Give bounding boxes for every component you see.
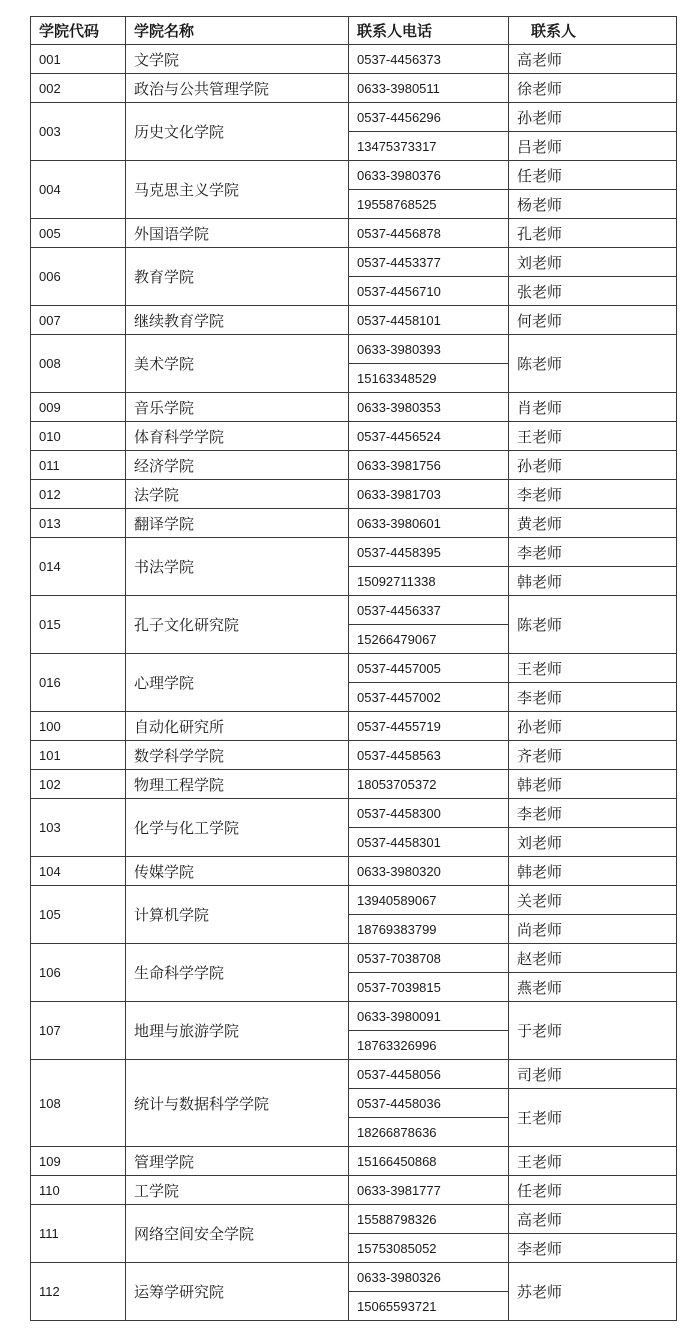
- table-body: [31, 45, 677, 1321]
- college-code: 109: [31, 1147, 126, 1176]
- contact-phone: 18769383799: [349, 915, 509, 944]
- table-row: [31, 1176, 677, 1205]
- contact-phone: 0537-4456337: [349, 596, 509, 625]
- college-code: 108: [31, 1060, 126, 1147]
- contact-person: 吕老师: [509, 132, 677, 161]
- table-row: [31, 306, 677, 335]
- contact-phone: 15065593721: [349, 1292, 509, 1321]
- contact-phone: 0537-4455719: [349, 712, 509, 741]
- college-name: 工学院: [126, 1176, 349, 1205]
- header-phone: 联系人电话: [349, 17, 509, 45]
- header-row: [31, 17, 677, 45]
- table-row: [31, 393, 677, 422]
- contact-phone: 13940589067: [349, 886, 509, 915]
- table-row: [31, 770, 677, 799]
- contact-person: 孙老师: [509, 712, 677, 741]
- college-name: 生命科学学院: [126, 944, 349, 1002]
- contact-phone: 0633-3980091: [349, 1002, 509, 1031]
- contact-person: 刘老师: [509, 248, 677, 277]
- contact-person: 孙老师: [509, 451, 677, 480]
- contact-phone: 15753085052: [349, 1234, 509, 1263]
- college-code: 106: [31, 944, 126, 1002]
- college-code: 004: [31, 161, 126, 219]
- college-code: 107: [31, 1002, 126, 1060]
- contact-person: 尚老师: [509, 915, 677, 944]
- contact-phone: 0537-4457005: [349, 654, 509, 683]
- contact-phone: 0537-4456373: [349, 45, 509, 74]
- college-code: 012: [31, 480, 126, 509]
- table-row: [31, 1002, 677, 1031]
- contact-phone: 0537-4456878: [349, 219, 509, 248]
- contact-phone: 0537-7038708: [349, 944, 509, 973]
- table-row: [31, 654, 677, 683]
- contact-phone: 0633-3980601: [349, 509, 509, 538]
- college-name: 管理学院: [126, 1147, 349, 1176]
- college-code: 104: [31, 857, 126, 886]
- college-code: 007: [31, 306, 126, 335]
- college-name: 音乐学院: [126, 393, 349, 422]
- table-row: [31, 886, 677, 915]
- table-row: [31, 712, 677, 741]
- contact-phone: 0537-7039815: [349, 973, 509, 1002]
- contact-person: 何老师: [509, 306, 677, 335]
- header-college-name: 学院名称: [126, 17, 349, 45]
- contact-person: 王老师: [509, 422, 677, 451]
- college-code: 010: [31, 422, 126, 451]
- contact-person: 韩老师: [509, 567, 677, 596]
- college-code: 100: [31, 712, 126, 741]
- college-name: 教育学院: [126, 248, 349, 306]
- college-name: 书法学院: [126, 538, 349, 596]
- contact-phone: 13475373317: [349, 132, 509, 161]
- contact-phone: 0537-4458395: [349, 538, 509, 567]
- college-name: 统计与数据科学学院: [126, 1060, 349, 1147]
- contact-phone: 19558768525: [349, 190, 509, 219]
- contact-phone: 0633-3980320: [349, 857, 509, 886]
- contacts-table: [30, 16, 677, 1321]
- contact-person: 韩老师: [509, 857, 677, 886]
- college-name: 心理学院: [126, 654, 349, 712]
- contact-person: 燕老师: [509, 973, 677, 1002]
- contact-phone: 18763326996: [349, 1031, 509, 1060]
- college-name: 政治与公共管理学院: [126, 74, 349, 103]
- contact-person: 高老师: [509, 45, 677, 74]
- college-code: 006: [31, 248, 126, 306]
- contact-person: 任老师: [509, 161, 677, 190]
- college-code: 103: [31, 799, 126, 857]
- college-code: 102: [31, 770, 126, 799]
- college-name: 外国语学院: [126, 219, 349, 248]
- contact-phone: 0633-3980376: [349, 161, 509, 190]
- contact-phone: 15266479067: [349, 625, 509, 654]
- college-code: 001: [31, 45, 126, 74]
- college-code: 005: [31, 219, 126, 248]
- contact-phone: 0633-3981777: [349, 1176, 509, 1205]
- contact-person: 肖老师: [509, 393, 677, 422]
- contact-phone: 18053705372: [349, 770, 509, 799]
- college-name: 物理工程学院: [126, 770, 349, 799]
- college-name: 化学与化工学院: [126, 799, 349, 857]
- contact-person: 孔老师: [509, 219, 677, 248]
- table-row: [31, 219, 677, 248]
- college-code: 110: [31, 1176, 126, 1205]
- contact-person: 高老师: [509, 1205, 677, 1234]
- contact-person: 杨老师: [509, 190, 677, 219]
- contact-person: 徐老师: [509, 74, 677, 103]
- header-code: 学院代码: [31, 17, 126, 45]
- table-row: [31, 480, 677, 509]
- college-name: 网络空间安全学院: [126, 1205, 349, 1263]
- contact-phone: 0633-3980326: [349, 1263, 509, 1292]
- table-row: [31, 1147, 677, 1176]
- contact-phone: 0537-4457002: [349, 683, 509, 712]
- contact-phone: 15163348529: [349, 364, 509, 393]
- contact-phone: 0633-3980353: [349, 393, 509, 422]
- contact-person: 刘老师: [509, 828, 677, 857]
- contact-person: 李老师: [509, 480, 677, 509]
- contact-phone: 0537-4453377: [349, 248, 509, 277]
- contact-phone: 18266878636: [349, 1118, 509, 1147]
- contact-person: 李老师: [509, 683, 677, 712]
- college-code: 011: [31, 451, 126, 480]
- college-code: 003: [31, 103, 126, 161]
- table-row: [31, 161, 677, 190]
- contact-person: 王老师: [509, 1147, 677, 1176]
- college-code: 111: [31, 1205, 126, 1263]
- contact-person: 张老师: [509, 277, 677, 306]
- contact-person: 任老师: [509, 1176, 677, 1205]
- contact-phone: 15092711338: [349, 567, 509, 596]
- table-row: [31, 1060, 677, 1089]
- table-row: [31, 538, 677, 567]
- college-code: 002: [31, 74, 126, 103]
- college-code: 101: [31, 741, 126, 770]
- college-name: 自动化研究所: [126, 712, 349, 741]
- contact-phone: 15588798326: [349, 1205, 509, 1234]
- contact-phone: 0537-4458036: [349, 1089, 509, 1118]
- college-code: 016: [31, 654, 126, 712]
- college-name: 运筹学研究院: [126, 1263, 349, 1321]
- college-name: 马克思主义学院: [126, 161, 349, 219]
- contact-phone: 0633-3981756: [349, 451, 509, 480]
- college-name: 孔子文化研究院: [126, 596, 349, 654]
- contact-phone: 0537-4456710: [349, 277, 509, 306]
- table-row: [31, 45, 677, 74]
- contact-person: 于老师: [509, 1002, 677, 1060]
- contact-person: 黄老师: [509, 509, 677, 538]
- college-code: 015: [31, 596, 126, 654]
- table-row: [31, 335, 677, 364]
- table-row: [31, 741, 677, 770]
- contact-person: 陈老师: [509, 596, 677, 654]
- college-name: 继续教育学院: [126, 306, 349, 335]
- contact-phone: 0537-4458300: [349, 799, 509, 828]
- contact-phone: 0537-4456296: [349, 103, 509, 132]
- college-name: 翻译学院: [126, 509, 349, 538]
- college-name: 文学院: [126, 45, 349, 74]
- table-row: [31, 248, 677, 277]
- contact-person: 李老师: [509, 1234, 677, 1263]
- table-row: [31, 1263, 677, 1292]
- contact-person: 王老师: [509, 1089, 677, 1147]
- contact-phone: 0537-4456524: [349, 422, 509, 451]
- college-name: 美术学院: [126, 335, 349, 393]
- college-name: 传媒学院: [126, 857, 349, 886]
- college-code: 014: [31, 538, 126, 596]
- table-row: [31, 509, 677, 538]
- college-name: 数学科学学院: [126, 741, 349, 770]
- college-code: 105: [31, 886, 126, 944]
- contact-phone: 0537-4458101: [349, 306, 509, 335]
- table-row: [31, 1205, 677, 1234]
- contact-phone: 0537-4458301: [349, 828, 509, 857]
- contact-person: 李老师: [509, 799, 677, 828]
- contact-person: 陈老师: [509, 335, 677, 393]
- college-code: 009: [31, 393, 126, 422]
- contact-person: 王老师: [509, 654, 677, 683]
- table-row: [31, 799, 677, 828]
- contact-phone: 0537-4458563: [349, 741, 509, 770]
- college-name: 法学院: [126, 480, 349, 509]
- college-name: 历史文化学院: [126, 103, 349, 161]
- college-code: 013: [31, 509, 126, 538]
- college-code: 008: [31, 335, 126, 393]
- contact-person: 司老师: [509, 1060, 677, 1089]
- contact-person: 齐老师: [509, 741, 677, 770]
- table-row: [31, 422, 677, 451]
- contact-phone: 0633-3981703: [349, 480, 509, 509]
- contact-phone: 0537-4458056: [349, 1060, 509, 1089]
- header-contact-person: 联系人: [509, 17, 677, 45]
- contact-person: 关老师: [509, 886, 677, 915]
- table-row: [31, 103, 677, 132]
- table-row: [31, 857, 677, 886]
- contact-phone: 0633-3980393: [349, 335, 509, 364]
- college-code: 112: [31, 1263, 126, 1321]
- table-row: [31, 944, 677, 973]
- contact-person: 李老师: [509, 538, 677, 567]
- contact-person: 赵老师: [509, 944, 677, 973]
- college-name: 体育科学学院: [126, 422, 349, 451]
- table-row: [31, 451, 677, 480]
- contact-phone: 0633-3980511: [349, 74, 509, 103]
- table-row: [31, 74, 677, 103]
- contact-phone: 15166450868: [349, 1147, 509, 1176]
- college-name: 计算机学院: [126, 886, 349, 944]
- college-name: 地理与旅游学院: [126, 1002, 349, 1060]
- contact-person: 苏老师: [509, 1263, 677, 1321]
- contact-person: 孙老师: [509, 103, 677, 132]
- table-row: [31, 596, 677, 625]
- college-name: 经济学院: [126, 451, 349, 480]
- contact-person: 韩老师: [509, 770, 677, 799]
